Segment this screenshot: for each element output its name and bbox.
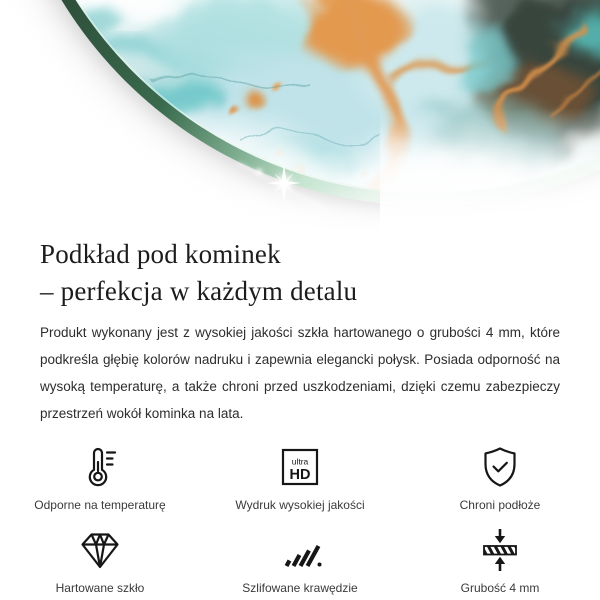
feature-item-tempered-glass xyxy=(0,524,200,595)
svg-text:ultra: ultra xyxy=(291,456,309,467)
feature-label: Wydruk wysokiej jakości xyxy=(235,498,365,512)
feature-item-temperature xyxy=(0,441,200,512)
feature-label: Odporne na temperaturę xyxy=(34,498,166,512)
thickness-icon xyxy=(476,524,524,576)
feature-item-protects-floor xyxy=(400,441,600,512)
intro-paragraph: Produkt wykonany jest z wysokiej jakości szkła hartowanego o grubości 4 mm, które podkreśla głębię kolorów nadruku i zapewnia elegancki połysk. Posiada odporność na wysoką temperaturę, a także chroni przed uszkodzeniami, dzięki czemu zabezpieczy przestrzeń wokół kominka na lata. xyxy=(40,325,560,421)
title-line-2: – perfekcja w każdym detalu xyxy=(40,276,358,306)
feature-item-thickness xyxy=(400,524,600,595)
feature-label: Szlifowane krawędzie xyxy=(242,581,358,595)
feature-item-print-quality xyxy=(200,441,400,512)
shield-check-icon xyxy=(476,441,524,493)
svg-text:HD: HD xyxy=(289,467,311,483)
feature-label: Hartowane szkło xyxy=(55,581,145,595)
feature-label: Grubość 4 mm xyxy=(460,581,540,595)
diamond-icon xyxy=(76,524,124,576)
product-hero-image xyxy=(0,0,600,230)
feature-grid xyxy=(0,441,600,595)
glass-pad-photo xyxy=(0,0,600,230)
feature-item-polished-edges xyxy=(200,524,400,595)
title-line-1: Podkład pod kominek xyxy=(40,239,281,269)
ultra-hd-icon xyxy=(276,441,324,493)
polished-edges-icon xyxy=(276,524,324,576)
thermometer-icon xyxy=(76,441,124,493)
feature-label: Chroni podłoże xyxy=(459,498,541,512)
page-title xyxy=(40,236,560,310)
product-description-section xyxy=(0,236,600,427)
